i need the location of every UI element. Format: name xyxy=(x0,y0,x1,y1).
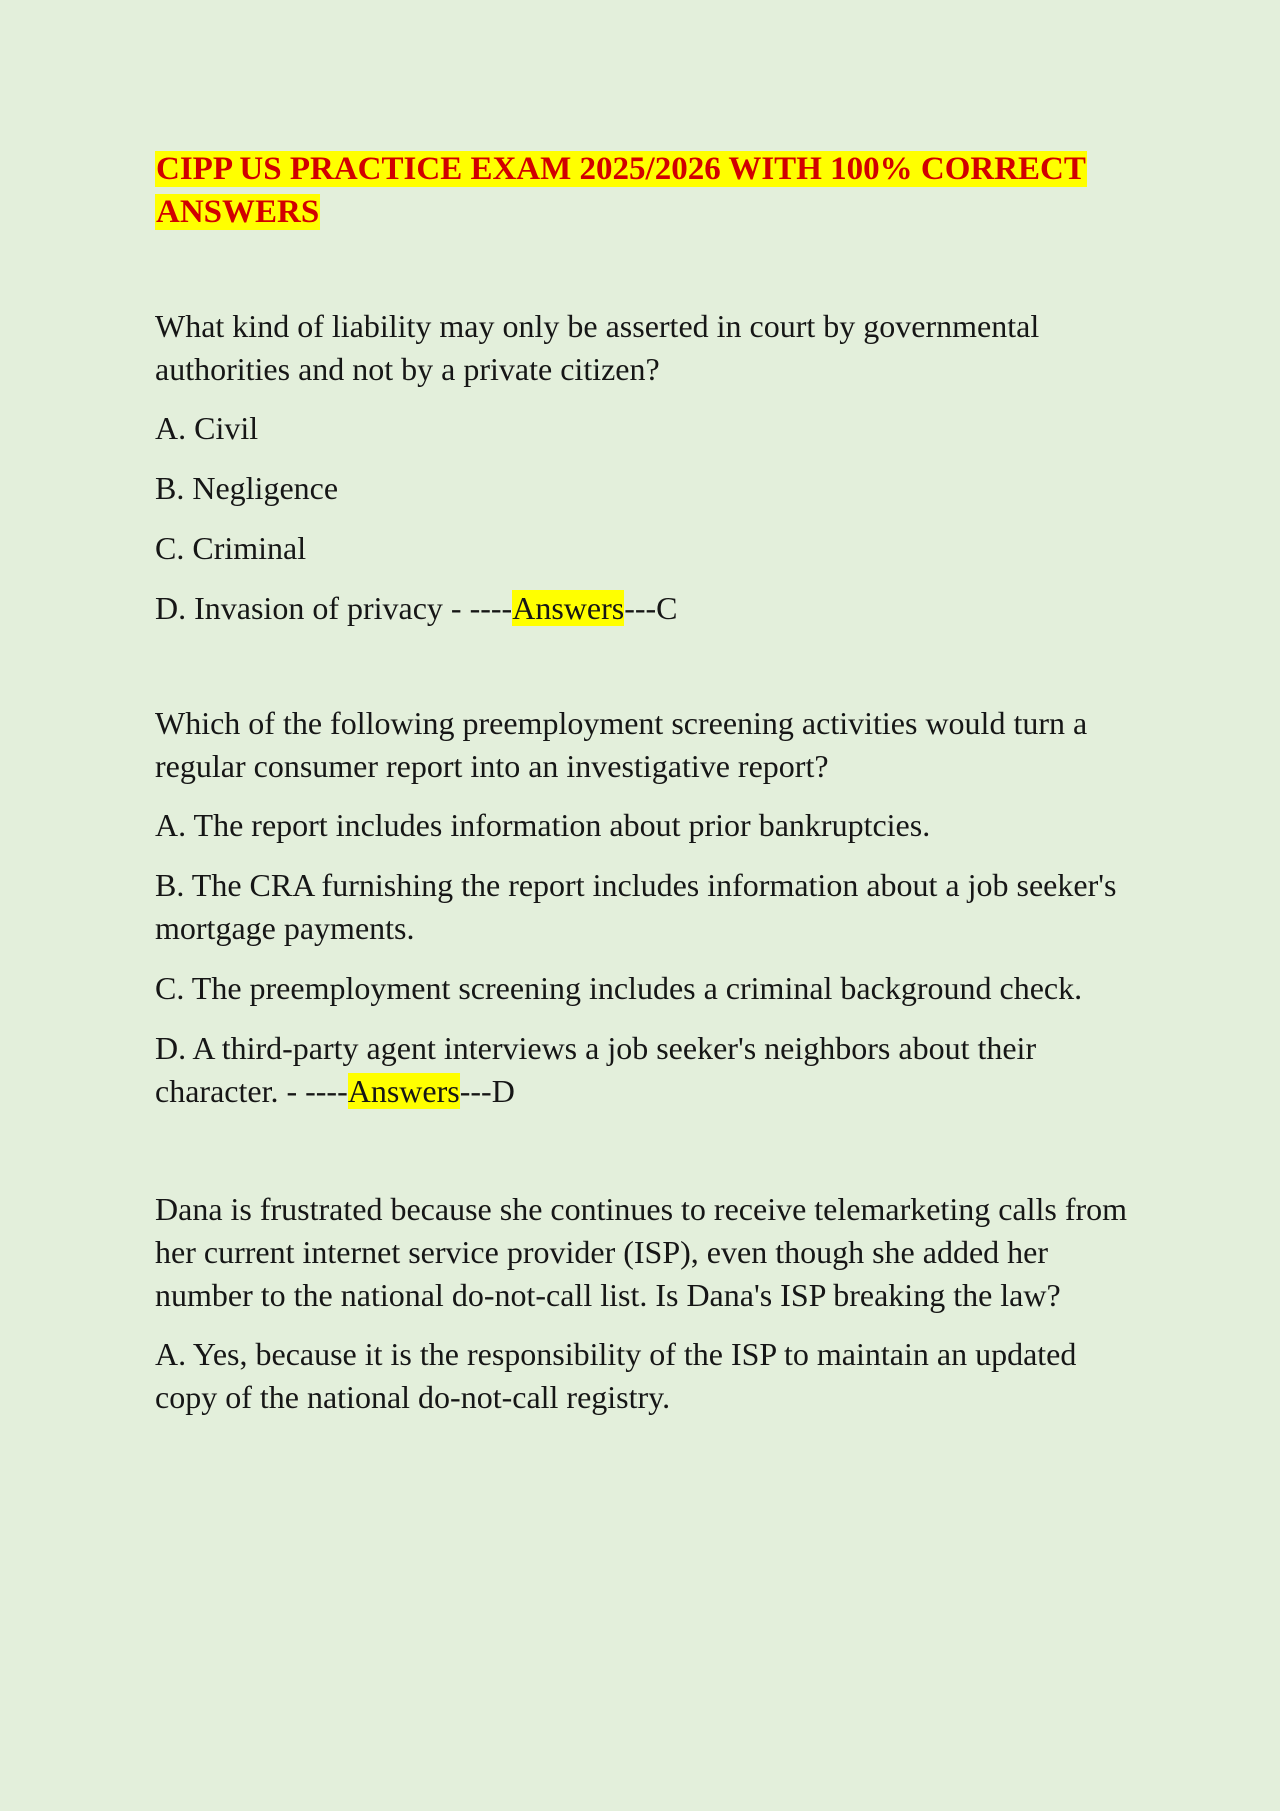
question-1-option-b: B. Negligence xyxy=(155,470,339,506)
question-1-text: What kind of liability may only be asserted in court by governmental authorities and not by a private citizen? xyxy=(155,308,1040,387)
question-1-option-d-text: D. Invasion of privacy - ---- xyxy=(155,590,513,626)
question-3-option-a: A. Yes, because it is the responsibility of the ISP to maintain an updated copy of the national do-not-call registry. xyxy=(155,1336,1077,1415)
question-1-answer: ---C xyxy=(624,590,678,626)
document-title xyxy=(155,148,1130,234)
question-1-option-c: C. Criminal xyxy=(155,530,307,566)
question-1-option-d xyxy=(155,587,1130,630)
question-1-option-a: A. Civil xyxy=(155,410,259,446)
question-2-option-d-text: D. A third-party agent interviews a job seeker's neighbors about their character. - ---- xyxy=(155,1030,1037,1109)
question-2-option-d xyxy=(155,1027,1130,1113)
question-3-text: Dana is frustrated because she continues to receive telemarketing calls from her current internet service provider (ISP), even though she added her number to the national do-not-call list. Is Dana's ISP breaking the law? xyxy=(155,1191,1128,1313)
title-line-2: ANSWERS xyxy=(156,194,320,230)
question-1 xyxy=(155,305,1130,630)
question-2-option-c: C. The preemployment screening includes a criminal background check. xyxy=(155,970,1083,1006)
answer-label-highlight: Answers xyxy=(512,590,625,626)
question-2-answer: ---D xyxy=(459,1073,515,1109)
question-3 xyxy=(155,1188,1130,1419)
question-2 xyxy=(155,702,1130,1113)
answer-label-highlight: Answers xyxy=(347,1073,460,1109)
question-2-option-a: A. The report includes information about prior bankruptcies. xyxy=(155,807,931,843)
title-line-1: CIPP US PRACTICE EXAM 2025/2026 WITH 100% CORRECT xyxy=(156,151,1086,187)
question-2-option-b: B. The CRA furnishing the report includes information about a job seeker's mortgage payments. xyxy=(155,867,1117,946)
question-2-text: Which of the following preemployment screening activities would turn a regular consumer report into an investigative report? xyxy=(155,705,1088,784)
